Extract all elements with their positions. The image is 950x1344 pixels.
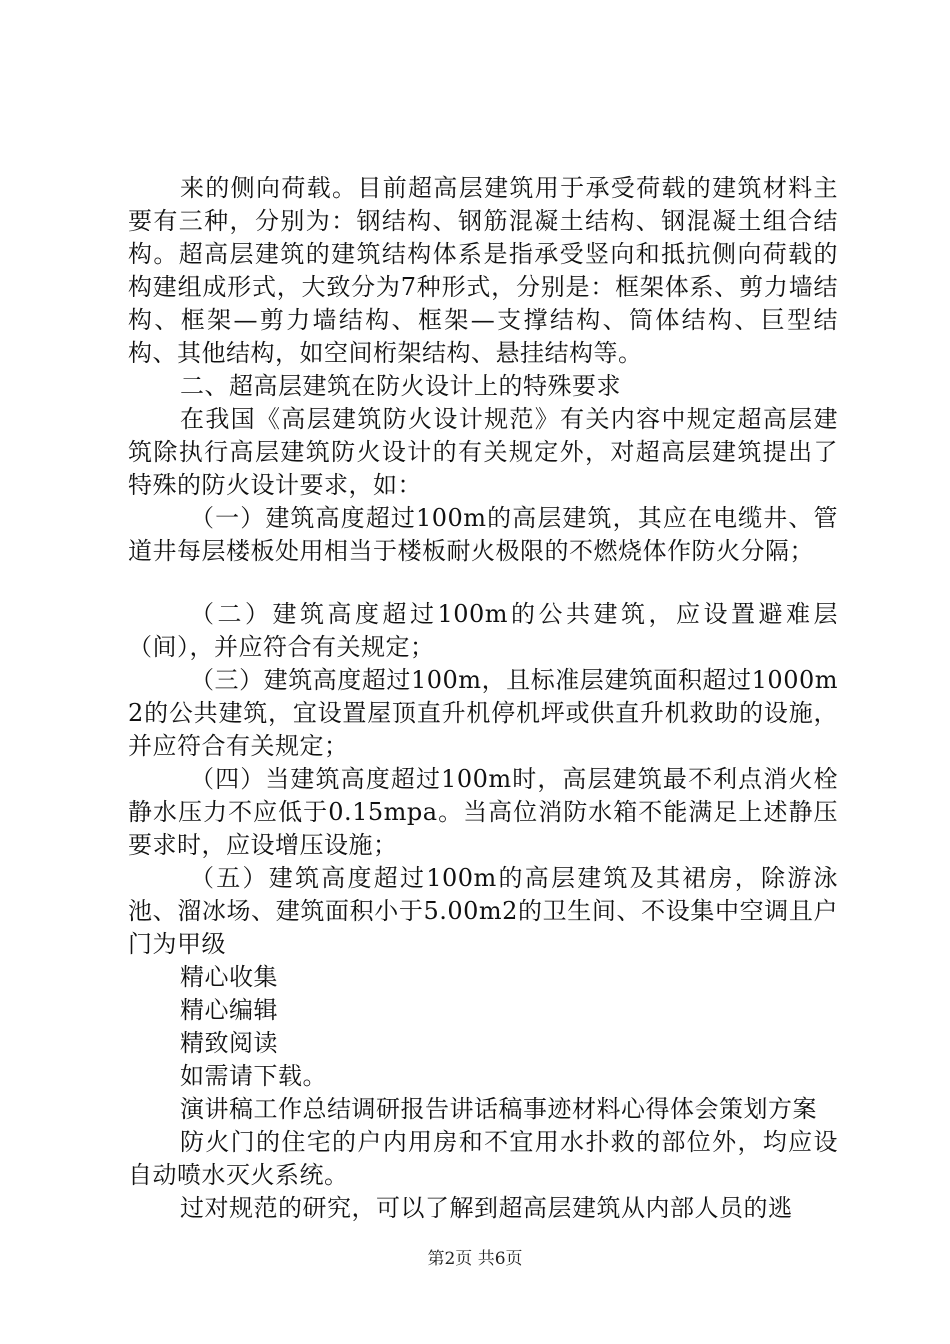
paragraph-conclusion: 过对规范的研究，可以了解到超高层建筑从内部人员的逃 xyxy=(180,1194,793,1222)
paragraph-sprinkler: 防火门的住宅的户内用房和不宜用水扑救的部位外，均应设自动喷水灭火系统。 xyxy=(128,1128,838,1189)
note-line-2: 精心编辑 xyxy=(180,996,278,1024)
list-item-4: （四）当建筑高度超过100m时，高层建筑最不利点消火栓静水压力不应低于0.15mpa。当高位消防水箱不能满足上述静压要求时，应设增压设施； xyxy=(128,765,838,859)
note-line-3: 精致阅读 xyxy=(180,1029,278,1057)
note-line-4: 如需请下载。 xyxy=(180,1062,327,1090)
page-footer: 第2页 共6页 xyxy=(427,1249,523,1269)
paragraph-code-intro: 在我国《高层建筑防火设计规范》有关内容中规定超高层建筑除执行高层建筑防火设计的有关规定外，对超高层建筑提出了特殊的防火设计要求，如： xyxy=(128,405,838,499)
section-heading-2: 二、超高层建筑在防火设计上的特殊要求 xyxy=(180,372,621,400)
list-item-5: （五）建筑高度超过100m的高层建筑及其裙房，除游泳池、溜冰场、建筑面积小于5.00m2的卫生间、不设集中空调且户门为甲级 xyxy=(128,864,838,958)
document-body xyxy=(128,172,838,1225)
list-item-3: （三）建筑高度超过100m，且标准层建筑面积超过1000m2的公共建筑，宜设置屋顶直升机停机坪或供直升机救助的设施，并应符合有关规定； xyxy=(128,666,838,760)
note-line-5: 演讲稿工作总结调研报告讲话稿事迹材料心得体会策划方案 xyxy=(180,1095,817,1123)
list-item-1: （一）建筑高度超过100m的高层建筑，其应在电缆井、管道井每层楼板处用相当于楼板耐火极限的不燃烧体作防火分隔； xyxy=(128,504,838,565)
list-item-2: （二）建筑高度超过100m的公共建筑，应设置避难层（间），并应符合有关规定； xyxy=(128,600,838,661)
note-line-1: 精心收集 xyxy=(180,963,278,991)
paragraph-structure-intro: 来的侧向荷载。目前超高层建筑用于承受荷载的建筑材料主要有三种，分别为：钢结构、钢筋混凝土结构、钢混凝土组合结构。超高层建筑的建筑结构体系是指承受竖向和抵抗侧向荷载的构建组成形式，大致分为7种形式，分别是：框架体系、剪力墙结构、框架—剪力墙结构、框架—支撑结构、筒体结构、巨型结构、其他结构，如空间桁架结构、悬挂结构等。 xyxy=(128,174,838,367)
